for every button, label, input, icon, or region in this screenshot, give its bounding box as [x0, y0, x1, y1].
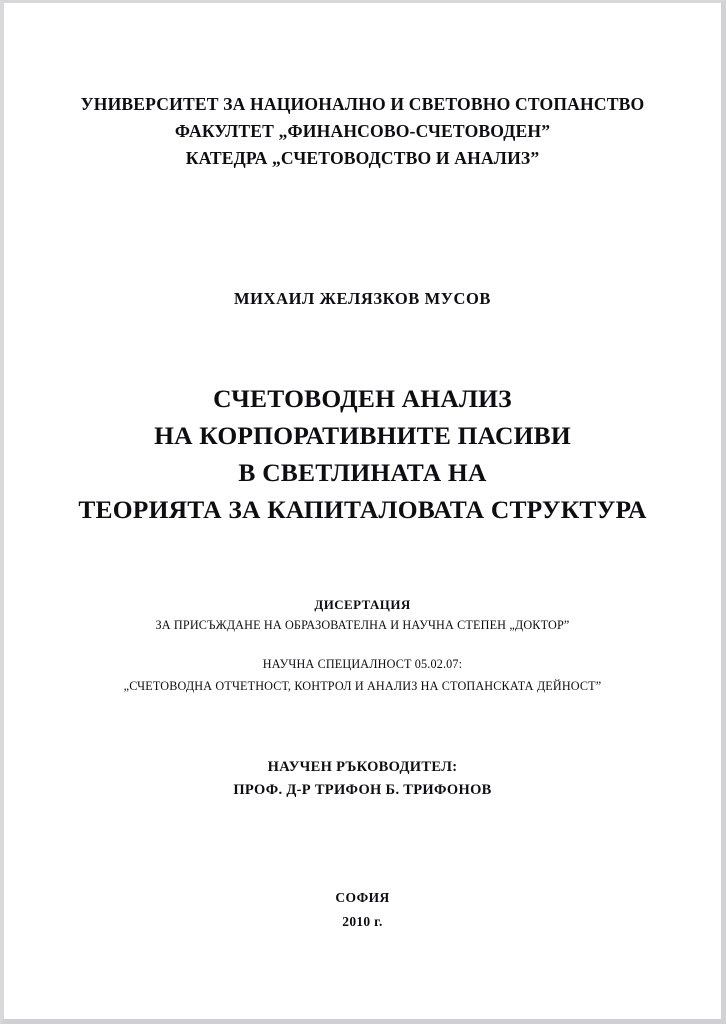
supervisor-name: ПРОФ. Д-Р ТРИФОН Б. ТРИФОНОВ — [233, 782, 492, 798]
degree-heading: ДИСЕРТАЦИЯ — [314, 597, 411, 612]
author-name: МИХАИЛ ЖЕЛЯЗКОВ МУСОВ — [233, 289, 492, 308]
title-line-3: В СВЕТЛИНАТА НА — [238, 458, 487, 487]
publication-place: СОФИЯ — [335, 890, 390, 905]
specialty-name: „СЧЕТОВОДНА ОТЧЕТНОСТ, КОНТРОЛ И АНАЛИЗ НА СТОПАНСКАТА ДЕЙНОСТ” — [123, 679, 602, 693]
degree-purpose: ЗА ПРИСЪЖДАНЕ НА ОБРАЗОВАТЕЛНА И НАУЧНА СТЕПЕН „ДОКТОР” — [155, 618, 570, 632]
title-line-4: ТЕОРИЯТА ЗА КАПИТАЛОВАТА СТРУКТУРА — [78, 495, 647, 524]
department-name: КАТЕДРА „СЧЕТОВОДСТВО И АНАЛИЗ” — [185, 148, 540, 168]
faculty-name: ФАКУЛТЕТ „ФИНАНСОВО-СЧЕТОВОДЕН” — [174, 121, 551, 141]
supervisor-label: НАУЧЕН РЪКОВОДИТЕЛ: — [267, 759, 458, 775]
title-line-2: НА КОРПОРАТИВНИТЕ ПАСИВИ — [154, 421, 571, 450]
university-name: УНИВЕРСИТЕТ ЗА НАЦИОНАЛНО И СВЕТОВНО СТОПАНСТВО — [80, 94, 645, 114]
title-line-1: СЧЕТОВОДЕН АНАЛИЗ — [213, 384, 512, 413]
specialty-code: НАУЧНА СПЕЦИАЛНОСТ 05.02.07: — [262, 657, 463, 671]
title-page-sheet — [4, 3, 721, 1019]
publication-year: 2010 г. — [342, 914, 383, 929]
